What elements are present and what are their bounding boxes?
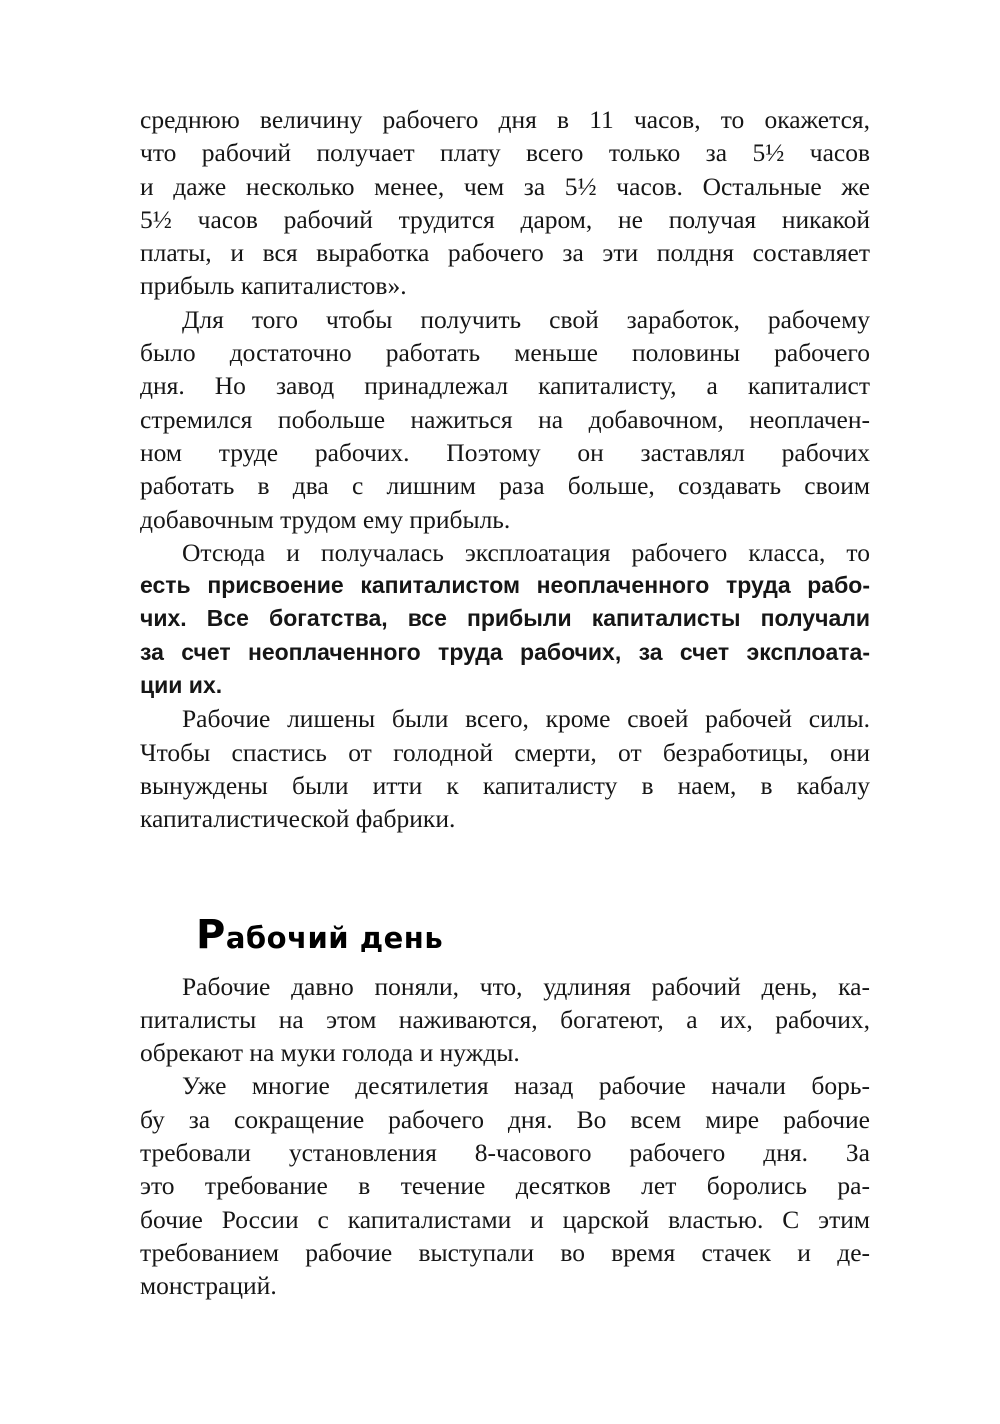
paragraph — [140, 303, 870, 536]
text-line: обрекают на муки голода и нужды. — [140, 1038, 520, 1068]
paragraph — [140, 103, 870, 303]
text-line: что рабочий получает плату всего только за 5½ часов — [140, 138, 870, 168]
text-line: среднюю величину рабочего дня в 11 часов, то окажется, — [140, 105, 870, 134]
text-line: Чтобы спастись от голодной смерти, от безработицы, они — [140, 737, 870, 767]
text-line: стремился побольше нажиться на добавочном, неоплачен- — [140, 404, 870, 434]
text-line: 5½ часов рабочий трудится даром, не получая никакой — [140, 204, 870, 234]
text-line: это требование в течение десятков лет боролись ра- — [140, 1171, 870, 1201]
bold-text-line: ции их. — [140, 672, 223, 699]
bold-text-line: есть присвоение капиталистом неоплаченного труда рабо- — [140, 572, 870, 599]
text-line: работать в два с лишним раза больше, создавать своим — [140, 471, 870, 501]
text-line: платы, и вся выработка рабочего за эти полдня составляет — [140, 238, 870, 268]
text-line: требованием рабочие выступали во время стачек и де- — [140, 1237, 870, 1267]
bold-text-line: чих. Все богатства, все прибыли капиталисты получали — [140, 605, 870, 632]
text-line: питалисты на этом наживаются, богатеют, а их, рабочих, — [140, 1004, 870, 1034]
text-line: Рабочие давно поняли, что, удлиняя рабочий день, ка- — [182, 971, 870, 1001]
paragraph — [140, 702, 870, 835]
text-line: было достаточно работать меньше половины рабочего — [140, 338, 870, 368]
paragraph — [140, 970, 870, 1070]
heading-initial: Р — [196, 911, 226, 958]
paragraph — [140, 1069, 870, 1302]
page-content — [140, 103, 870, 1303]
heading-text: абочий день — [225, 920, 444, 955]
text-line: добавочным трудом ему прибыль. — [140, 504, 511, 534]
text-line: дня. Но завод принадлежал капиталисту, а капиталист — [140, 371, 870, 401]
bold-text-line: за счет неоплаченного труда рабочих, за счет эксплоата- — [140, 638, 870, 665]
text-line: требовали установления 8-часового рабочего дня. За — [140, 1138, 870, 1168]
emphasized-paragraph — [140, 536, 870, 702]
text-line: вынуждены были итти к капиталисту в наем, в кабалу — [140, 770, 870, 800]
text-line: Для того чтобы получить свой заработок, рабочему — [182, 304, 870, 334]
text-line: монстраций. — [140, 1271, 277, 1301]
text-line: и даже несколько менее, чем за 5½ часов. Остальные же — [140, 171, 870, 201]
text-line: бочие России с капиталистами и царской властью. С этим — [140, 1204, 870, 1234]
text-line: капиталистической фабрики. — [140, 804, 456, 834]
text-line: Отсюда и получалась эксплоатация рабочего класса, то — [182, 537, 870, 567]
text-line: прибыль капиталистов». — [140, 271, 407, 301]
text-line: бу за сокращение рабочего дня. Во всем мире рабочие — [140, 1104, 870, 1134]
text-line: ном труде рабочих. Поэтому он заставлял рабочих — [140, 437, 870, 467]
text-line: Уже многие десятилетия назад рабочие начали борь- — [182, 1071, 870, 1101]
text-line: Рабочие лишены были всего, кроме своей рабочей силы. — [182, 704, 870, 734]
section-heading — [196, 900, 870, 970]
